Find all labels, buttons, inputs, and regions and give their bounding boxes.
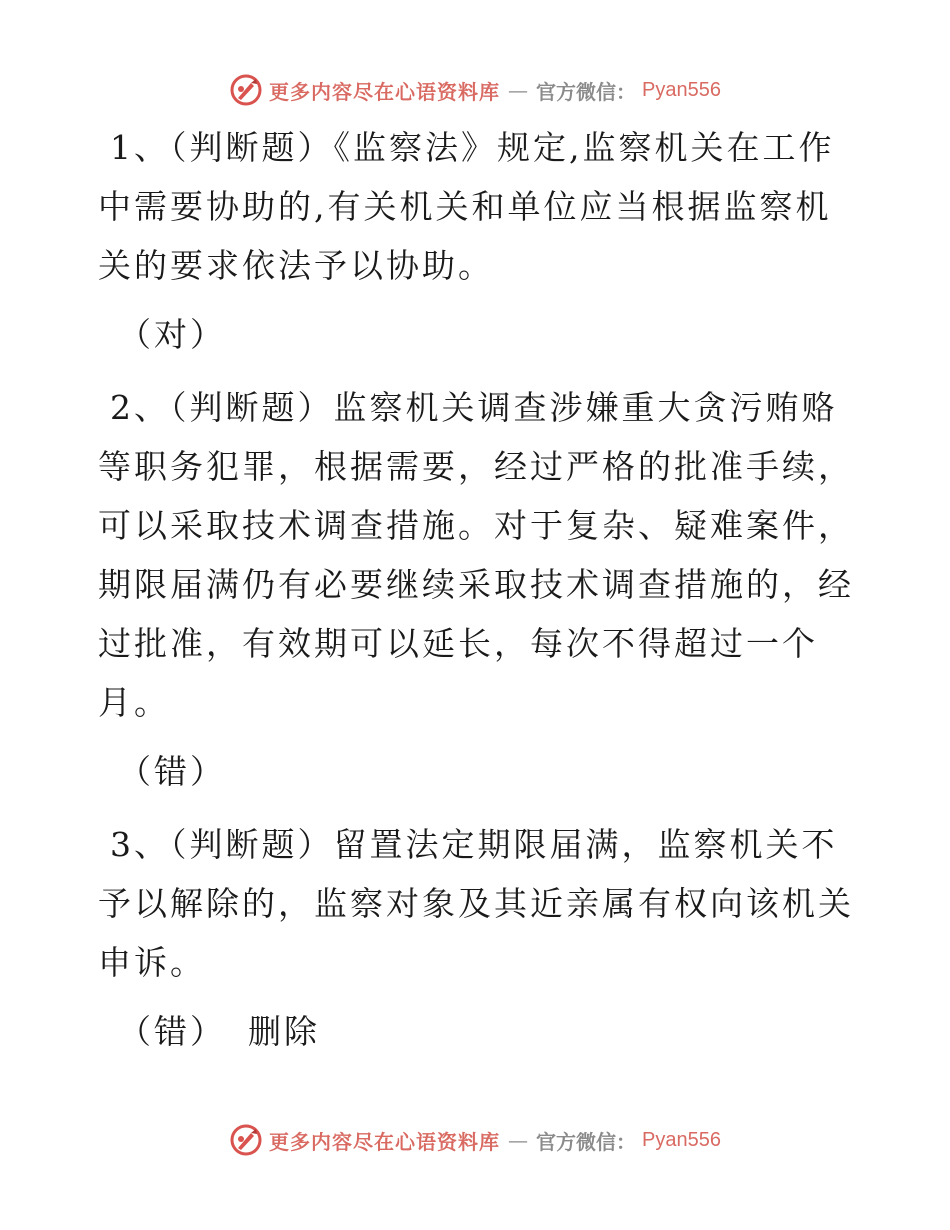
answer-3 [98,1002,858,1061]
question-text: 留置法定期限届满，监察机关不予以解除的，监察对象及其近亲属有权向该机关申诉。 [98,825,854,982]
answer-text: （错） [118,752,226,791]
question-number: 1、 [110,128,170,167]
watermark-dash: — [508,1128,529,1152]
question-1 [98,118,858,295]
watermark-dash: — [508,78,529,102]
question-type: （判断题） [170,128,334,167]
footer-watermark [0,1122,950,1158]
answer-text: （对） [118,315,226,354]
watermark-label: 官方微信： [536,79,637,104]
watermark-handle: Pyan556 [642,1128,721,1151]
answer-2 [98,742,858,801]
question-type: （判断题） [170,825,334,864]
question-text: 监察机关调查涉嫌重大贪污贿赂等职务犯罪，根据需要，经过严格的批准手续，可以采取技术调查措施。对于复杂、疑难案件，期限届满仍有必要继续采取技术调查措施的，经过批准，有效期可以延长，每次不得超过一个月。 [98,388,854,722]
brand-logo-icon [229,1123,263,1157]
question-list [98,118,858,1075]
question-type: （判断题） [170,388,334,427]
watermark-brand: 更多内容尽在心语资料库 [269,79,501,104]
question-3 [98,815,858,992]
watermark-handle: Pyan556 [642,78,721,101]
watermark-label: 官方微信： [536,1129,637,1154]
question-2 [98,378,858,732]
answer-1 [98,305,858,364]
answer-text: （错） [118,1012,226,1051]
question-number: 3、 [110,825,170,864]
answer-note: 删除 [248,1012,320,1051]
question-number: 2、 [110,388,170,427]
watermark-brand: 更多内容尽在心语资料库 [269,1129,501,1154]
header-watermark [0,72,950,108]
brand-logo-icon [229,73,263,107]
question-text: 《监察法》规定,监察机关在工作中需要协助的,有关机关和单位应当根据监察机关的要求依法予以协助。 [98,128,835,285]
